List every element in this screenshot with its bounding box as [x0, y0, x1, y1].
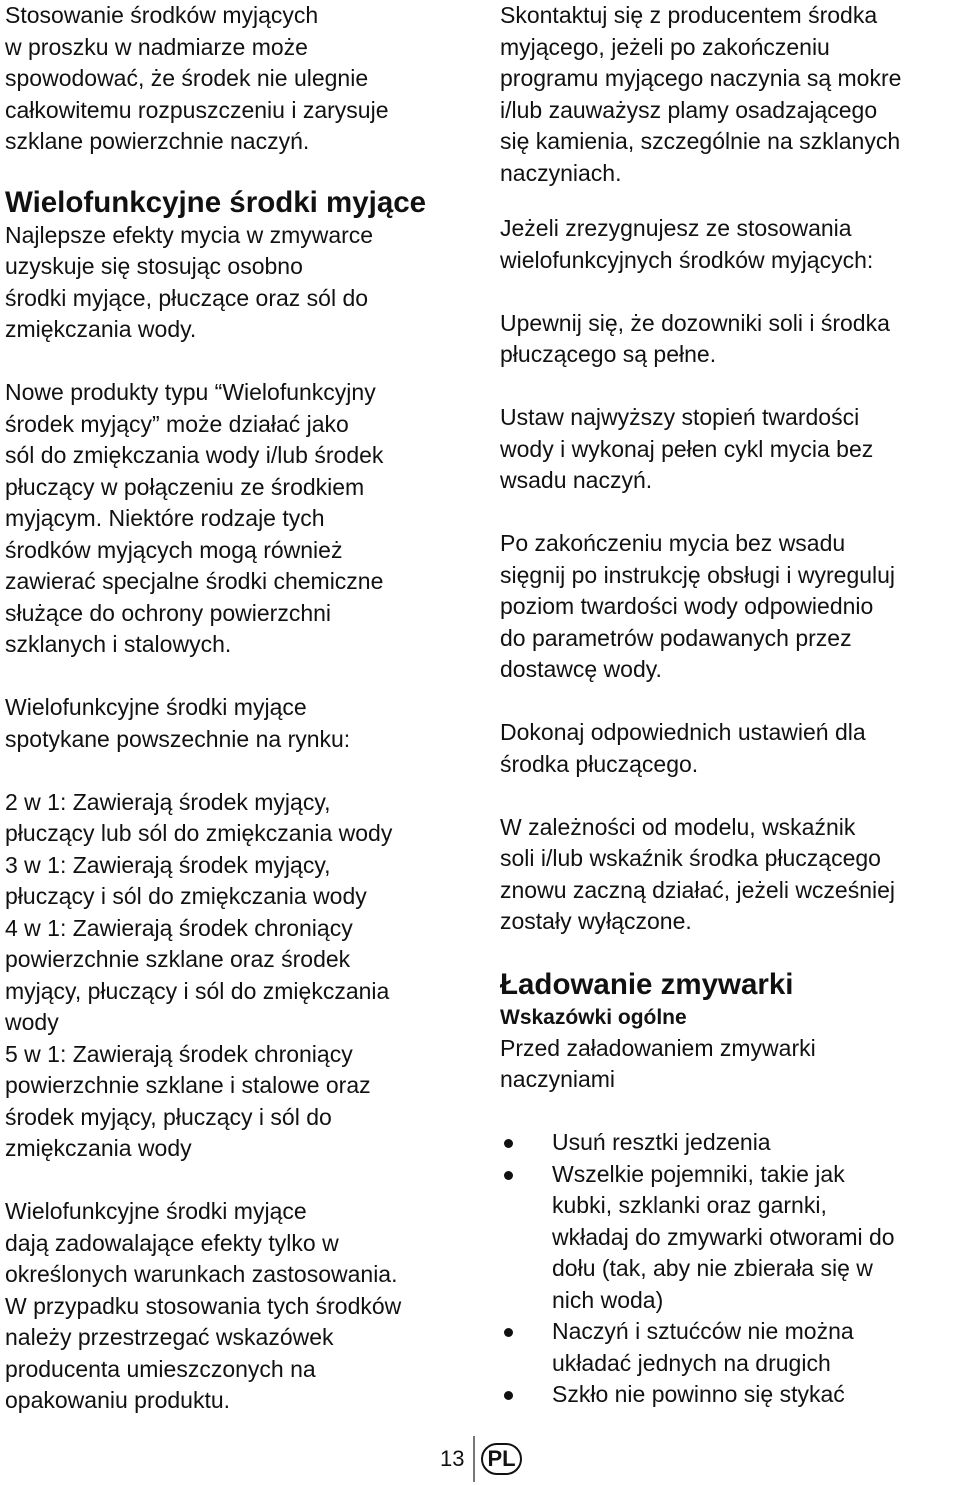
- bullet-icon: [504, 1171, 513, 1180]
- page-footer: [440, 1436, 522, 1482]
- paragraph-product-types: 2 w 1: Zawierają środek myjący, płuczący lub sól do zmiękczania wody 3 w 1: Zawierają środek myjący, płuczący i sól do zmiękczania wody 4 w 1: Zawierają środek chroniący powierzchnie szklane oraz środek myjący, płuczący i sól do zmiękczania wody 5 w 1: Zawierają środek chroniący powierzchnie szklane i stalowe oraz środek myjący, płuczący i sól do zmiękczania wody: [5, 788, 393, 1161]
- intro-paragraph: Stosowanie środków myjących w proszku w nadmiarze może spowodować, że środek nie ulegnie całkowitemu rozpuszczeniu i zarysuje szklane powierzchnie naczyń.: [5, 2, 389, 154]
- paragraph-set-hardness: Ustaw najwyższy stopień twardości wody i wykonaj pełen cykl mycia bez wsadu naczyń.: [500, 404, 874, 493]
- loading-tips-list: [500, 1127, 958, 1411]
- bullet-icon: [504, 1328, 513, 1337]
- paragraph-conditions: Wielofunkcyjne środki myjące dają zadowalające efekty tylko w określonych warunkach zastosowania. W przypadku stosowania tych środków należy przestrzegać wskazówek producenta umieszczonych na opakowaniu produktu.: [5, 1198, 402, 1413]
- paragraph-after-wash: Po zakończeniu mycia bez wsadu sięgnij po instrukcję obsługi i wyreguluj poziom twardości wody odpowiednio do parametrów podawanych przez dostawcę wody.: [500, 530, 896, 682]
- list-item-text: Naczyń i sztućców nie można układać jednych na drugich: [552, 1318, 854, 1376]
- paragraph-if-resign: Jeżeli zrezygnujesz ze stosowania wielofunkcyjnych środków myjących:: [500, 215, 874, 273]
- list-item-text: Wszelkie pojemniki, takie jak kubki, szklanki oraz garnki, wkładaj do zmywarki otworami do dołu (tak, aby nie zbierała się w nich woda): [552, 1160, 895, 1313]
- paragraph-new-products: Nowe produkty typu “Wielofunkcyjny środek myjący” może działać jako sól do zmiękczania wody i/lub środek płuczący w połączeniu ze środkiem myjącym. Niektóre rodzaje tych środków myjących mogą również zawierać specjalne środki chemiczne służące do ochrony powierzchni szklanych i stalowych.: [5, 379, 384, 657]
- list-item: [500, 1379, 958, 1411]
- right-column: [500, 0, 958, 1411]
- section-heading-loading: Ładowanie zmywarki: [500, 967, 794, 1001]
- paragraph-indicators: W zależności od modelu, wskaźnik soli i/lub wskaźnik środka płuczącego znowu zaczną działać, jeżeli wcześniej zostały wyłączone.: [500, 813, 896, 934]
- list-item: [500, 1316, 958, 1379]
- paragraph-market-products: Wielofunkcyjne środki myjące spotykane powszechnie na rynku:: [5, 694, 351, 752]
- paragraph-before-loading: Przed załadowaniem zmywarki naczyniami: [500, 1034, 816, 1092]
- subheading-general-tips: Wskazówki ogólne: [500, 1005, 687, 1029]
- left-column: [5, 0, 467, 1417]
- paragraph-ensure-dispensers: Upewnij się, że dozowniki soli i środka płuczącego są pełne.: [500, 309, 890, 367]
- section-heading-multifunction: Wielofunkcyjne środki myjące: [5, 185, 427, 219]
- paragraph-best-results: Najlepsze efekty mycia w zmywarce uzyskuje się stosując osobno środki myjące, płuczące oraz sól do zmiękczania wody.: [5, 221, 374, 342]
- bullet-icon: [504, 1391, 513, 1400]
- list-item-text: Szkło nie powinno się stykać: [552, 1381, 845, 1407]
- list-item: [500, 1159, 958, 1317]
- list-item: [500, 1127, 958, 1159]
- list-item-text: Usuń resztki jedzenia: [552, 1129, 771, 1155]
- bullet-icon: [504, 1139, 513, 1148]
- footer-divider: [473, 1436, 475, 1482]
- language-badge: PL: [481, 1443, 521, 1475]
- paragraph-rinse-settings: Dokonaj odpowiednich ustawień dla środka płuczącego.: [500, 719, 866, 777]
- paragraph-contact-producer: Skontaktuj się z producentem środka myjącego, jeżeli po zakończeniu programu myjącego naczynia są mokre i/lub zauważysz plamy osadzającego się kamienia, szczególnie na szklanych naczyniach.: [500, 2, 902, 186]
- page-number: 13: [440, 1446, 465, 1471]
